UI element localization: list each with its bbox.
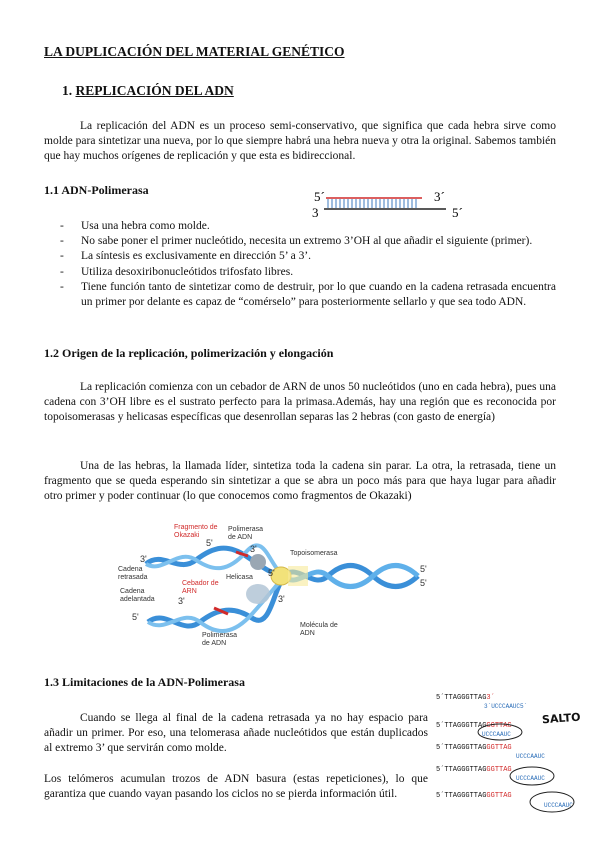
dna-helix-illustration — [118, 522, 440, 654]
label-okazaki: Fragmento de Okazaki — [174, 524, 218, 539]
label-5prime-left: 5' — [206, 538, 213, 548]
telomere-template-5: UCCCAAUC — [544, 802, 573, 809]
list-item: - Tiene función tanto de sintetizar como de destruir, por lo que cuando en la cadena retrasada encuentra un primer por delante es capaz de “comérselo” para posteriormente sellarlo y que sea todo ADN. — [44, 280, 556, 310]
list-item: - La síntesis es exclusivamente en dirección 5’ a 3’. — [44, 249, 556, 264]
salto-label: SALTO — [541, 710, 581, 727]
telomere-row-1: 5´TTAGGGTTAG3´ — [436, 694, 495, 702]
diagram-5-top: 5´ — [314, 189, 325, 204]
telomere-row-5: 5´TTAGGGTTAGGGTTAG — [436, 792, 512, 800]
telomere-template-3: UCCCAAUC — [516, 753, 545, 760]
replication-fork-figure — [118, 522, 440, 654]
document-title: LA DUPLICACIÓN DEL MATERIAL GENÉTICO — [44, 44, 345, 59]
label-polymerase-bottom: Polimerasa de ADN — [202, 632, 238, 647]
list-item: - No sabe poner el primer nucleótido, necesita un extremo 3’OH al que añadir el siguiente (primer). — [44, 234, 556, 249]
section-1-intro: La replicación del ADN es un proceso semi-conservativo, que significa que cada hebra sirve como molde para sintetizar una nueva, por lo que siempre habrá una hebra nueva y otra la original. Sabemos también que hay muchos orígenes de replicación y que esta es bidireccional. — [44, 120, 556, 163]
section-1-number: 1. — [62, 83, 73, 98]
telomere-template-1: 3´UCCCAAUC5´ — [484, 703, 528, 710]
telomere-row-2: 5´TTAGGGTTAGGGTTAG — [436, 722, 512, 730]
section-1-3-para-1: Cuando se llega al final de la cadena retrasada ya no hay espacio para añadir un primer. Por eso, una telomerasa añade nucleótidos que están duplicados al extremo 3’ que servirán como molde. — [44, 712, 428, 755]
label-lagging-strand: Cadena retrasada — [118, 566, 148, 581]
telomere-template-4: UCCCAAUC — [516, 775, 545, 782]
label-3prime-bottom: 3' — [278, 594, 285, 604]
label-5prime-mid: 5' — [132, 612, 139, 622]
telomere-row-3: 5´TTAGGGTTAGGGTTAG — [436, 744, 512, 752]
label-topoisomerase: Topoisomerasa — [290, 550, 338, 557]
section-1-1-heading: 1.1 ADN-Polimerasa — [44, 183, 149, 197]
list-item: - Utiliza desoxiribonucleótidos trifosfato libres. — [44, 265, 556, 280]
section-1-heading — [62, 83, 234, 99]
polymerase-shape-bottom — [246, 584, 270, 604]
polymerase-shape-top — [250, 554, 266, 570]
label-5prime-top: 5' — [268, 568, 275, 578]
telomerase-diagram — [434, 694, 594, 834]
label-helicase: Helicasa — [226, 574, 253, 581]
section-1-3-para-2: Los telómeros acumulan trozos de ADN basura (estas repeticiones), lo que garantiza que cuando vayan pasando los ciclos no se pierda información útil. — [44, 773, 428, 801]
section-1-2-para-1: La replicación comienza con un cebador de ARN de unos 50 nucleótidos (uno en cada hebra), pues una cadena con 3’OH libre es el sustrato perfecto para la primasa.Además, hay una región que es reconocida por topoisomerasas y helicasas específicas que desenrollan separas las 2 hebras (con gasto de energía) — [44, 381, 556, 424]
section-1-title: REPLICACIÓN DEL ADN — [75, 83, 234, 98]
diagram-3-top: 3´ — [434, 189, 445, 204]
telomerase-circles — [434, 694, 594, 834]
base-pairs — [328, 199, 416, 208]
label-leading-strand: Cadena adelantada — [120, 588, 155, 603]
label-5prime-right-2: 5' — [420, 578, 427, 588]
label-3prime-mid: 3' — [178, 596, 185, 606]
polymerase-strand-diagram — [306, 186, 476, 222]
diagram-5-bottom: 5´ — [452, 205, 463, 220]
label-3prime-top: 3' — [250, 544, 257, 554]
polymerase-properties-list — [44, 219, 556, 310]
label-3prime-left: 3' — [140, 554, 147, 564]
diagram-3-bottom: 3 — [312, 205, 319, 220]
label-primer-rna: Cebador de ARN — [182, 580, 219, 595]
section-1-2-heading: 1.2 Origen de la replicación, polimerización y elongación — [44, 346, 334, 360]
telomere-row-4: 5´TTAGGGTTAGGGTTAG — [436, 766, 512, 774]
list-item: - Usa una hebra como molde. — [44, 219, 556, 234]
section-1-3-heading: 1.3 Limitaciones de la ADN-Polimerasa — [44, 675, 245, 689]
label-dna-molecule: Molécula de ADN — [300, 622, 338, 637]
topoisomerase-shape — [288, 566, 308, 586]
label-5prime-right-1: 5' — [420, 564, 427, 574]
telomere-template-2: UCCCAAUC — [482, 731, 511, 738]
section-1-2-para-2: Una de las hebras, la llamada líder, sintetiza toda la cadena sin parar. La otra, la retrasada, tiene un fragmento que se queda esperando sin sintetizar a que se abra un poco más para que haya lugar para añadir otro primer y poder continuar (lo que conocemos como fragmentos de Okazaki) — [44, 460, 556, 503]
label-polymerase-top: Polimerasa de ADN — [228, 526, 264, 541]
